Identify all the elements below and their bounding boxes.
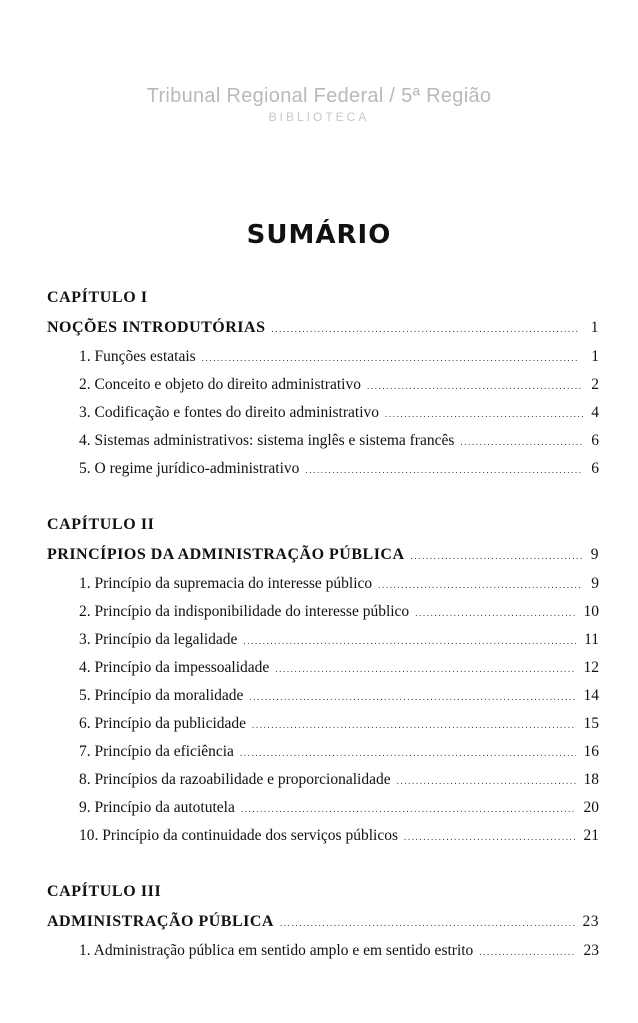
dot-leader [240, 739, 576, 767]
toc-entry[interactable] [47, 738, 599, 766]
chapter-heading: NOÇÕES INTRODUTÓRIAS [47, 319, 266, 336]
page-number: 23 [582, 913, 599, 930]
page-number: 9 [591, 575, 599, 592]
dot-leader [241, 795, 576, 823]
chapter-label: CAPÍTULO I [47, 289, 148, 306]
page-number: 6 [591, 460, 599, 477]
toc-entry[interactable] [47, 766, 599, 794]
dot-leader [252, 711, 575, 739]
page-number: 12 [583, 659, 599, 676]
dot-leader [367, 372, 583, 400]
chapter-1 [47, 283, 599, 483]
dot-leader [243, 627, 576, 655]
toc-entry[interactable] [47, 399, 599, 427]
dot-leader [397, 767, 576, 795]
library-stamp [0, 86, 638, 123]
page-number: 21 [583, 827, 599, 844]
dot-leader [271, 314, 580, 344]
chapter-heading: PRINCÍPIOS DA ADMINISTRAÇÃO PÚBLICA [47, 546, 405, 563]
page-number: 4 [591, 404, 599, 421]
dot-leader [249, 683, 575, 711]
toc-entry[interactable] [47, 626, 599, 654]
entry-title: 6. Princípio da publicidade [79, 715, 247, 732]
stamp-line-1: Tribunal Regional Federal / 5ª Região [146, 85, 492, 107]
dot-leader [460, 428, 583, 456]
spacer [47, 483, 599, 510]
chapter-label: CAPÍTULO III [47, 883, 162, 900]
dot-leader [411, 541, 583, 571]
entry-title: 10. Princípio da continuidade dos serviços públicos [79, 827, 398, 844]
page-number: 18 [583, 771, 599, 788]
chapter-heading-row[interactable] [47, 907, 599, 937]
spacer [47, 850, 599, 877]
entry-title: 1. Funções estatais [79, 348, 196, 365]
dot-leader [385, 400, 583, 428]
chapter-2 [47, 510, 599, 850]
toc-entry[interactable] [47, 455, 599, 483]
stamp-line-2: BIBLIOTECA [268, 110, 370, 124]
page-title: SUMÁRIO [246, 220, 392, 250]
chapter-heading-row[interactable] [47, 540, 599, 570]
page-number: 11 [584, 631, 599, 648]
toc-entry[interactable] [47, 794, 599, 822]
entry-title: 3. Princípio da legalidade [79, 631, 238, 648]
dot-leader [415, 599, 575, 627]
entry-title: 9. Princípio da autotutela [79, 799, 235, 816]
toc-entry[interactable] [47, 682, 599, 710]
toc-entry[interactable] [47, 710, 599, 738]
page-number: 14 [583, 687, 599, 704]
page-number: 15 [583, 715, 599, 732]
entry-title: 5. Princípio da moralidade [79, 687, 244, 704]
toc-entry[interactable] [47, 343, 599, 371]
toc-entry[interactable] [47, 427, 599, 455]
entry-title: 5. O regime jurídico-administrativo [79, 460, 300, 477]
toc-entry[interactable] [47, 371, 599, 399]
toc-entry[interactable] [47, 937, 599, 965]
dot-leader [378, 571, 583, 599]
page-number: 6 [591, 432, 599, 449]
entry-title: 2. Princípio da indisponibilidade do interesse público [79, 603, 410, 620]
chapter-heading-row[interactable] [47, 313, 599, 343]
dot-leader [305, 456, 581, 484]
toc-entry[interactable] [47, 570, 599, 598]
toc-entry[interactable] [47, 598, 599, 626]
entry-title: 8. Princípios da razoabilidade e proporcionalidade [79, 771, 391, 788]
dot-leader [275, 655, 575, 683]
entry-title: 3. Codificação e fontes do direito administrativo [79, 404, 380, 421]
toc-entry[interactable] [47, 822, 599, 850]
dot-leader [404, 823, 576, 851]
page-number: 1 [590, 319, 599, 336]
entry-title: 7. Princípio da eficiência [79, 743, 234, 760]
page-number: 9 [590, 546, 599, 563]
chapter-3 [47, 877, 599, 965]
page-number: 16 [583, 743, 599, 760]
page-number: 20 [583, 799, 599, 816]
dot-leader [202, 344, 579, 372]
entry-title: 1. Princípio da supremacia do interesse público [79, 575, 373, 592]
chapter-heading: ADMINISTRAÇÃO PÚBLICA [47, 913, 274, 930]
entry-title: 4. Princípio da impessoalidade [79, 659, 270, 676]
entry-title: 2. Conceito e objeto do direito administrativo [79, 376, 361, 393]
page-number: 1 [591, 348, 599, 365]
dot-leader [479, 938, 575, 966]
page-number: 2 [591, 376, 599, 393]
chapter-label: CAPÍTULO II [47, 516, 155, 533]
table-of-contents [47, 283, 599, 965]
page-number: 23 [583, 942, 599, 959]
dot-leader [280, 908, 575, 938]
entry-title: 4. Sistemas administrativos: sistema inglês e sistema francês [79, 432, 455, 449]
page-number: 10 [583, 603, 599, 620]
entry-title: 1. Administração pública em sentido amplo e em sentido estrito [79, 942, 474, 959]
toc-entry[interactable] [47, 654, 599, 682]
